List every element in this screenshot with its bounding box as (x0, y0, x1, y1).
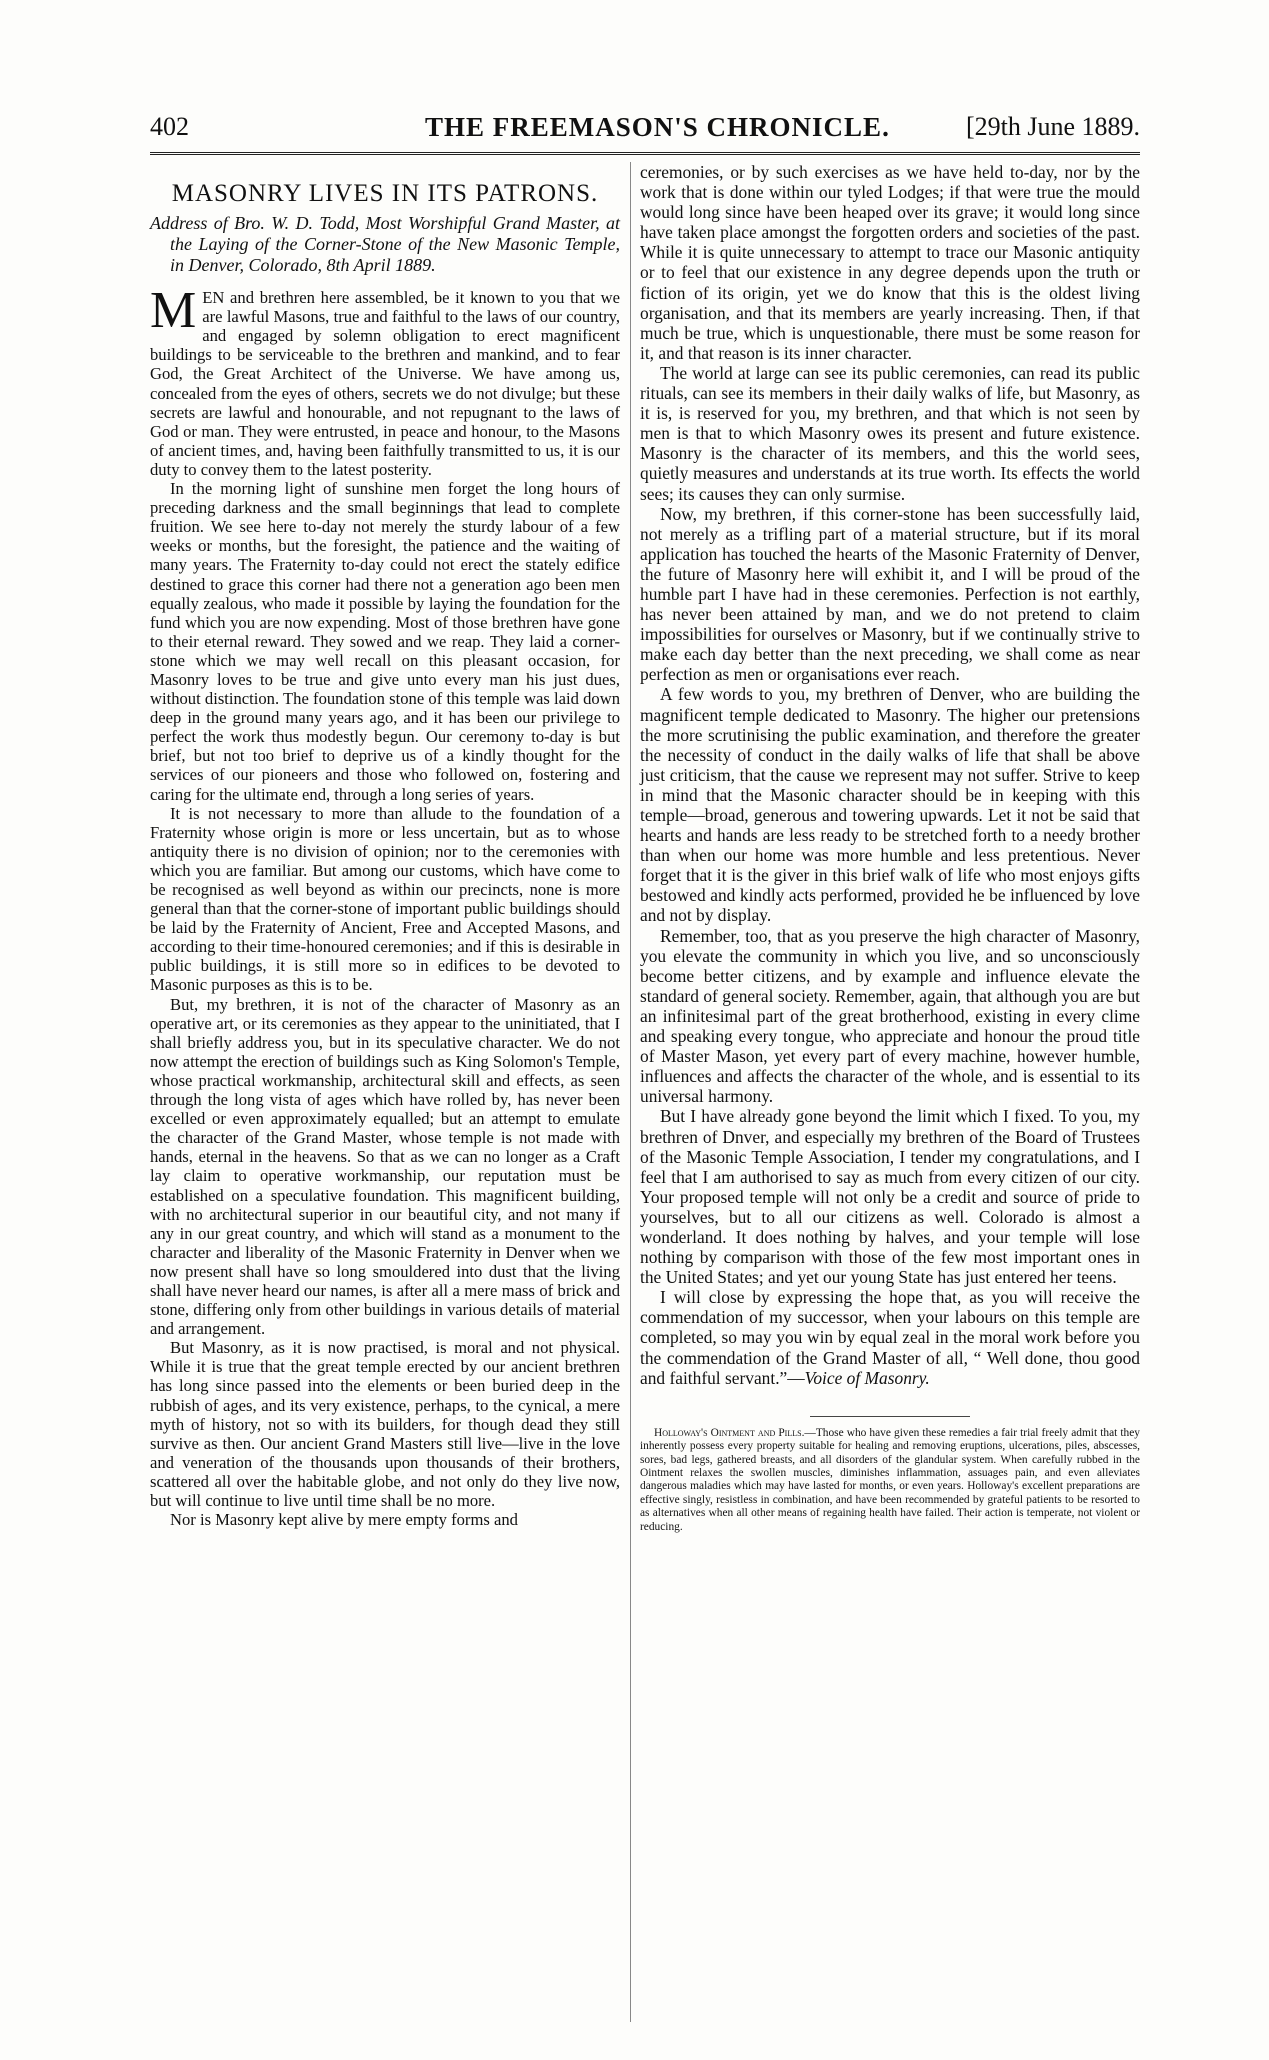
paragraph: But Masonry, as it is now practised, is moral and not physical. While it is true that the great temple erected by our ancient brethren has long since passed into the elements or been buried deep in the rubbish of ages, and its very existence, perhaps, to the cynical, a mere myth of history, not so with its builders, for though dead they still survive as then. Our ancient Grand Masters still live—live in the love and veneration of the thousands upon thousands of their brothers, scattered all over the habitable globe, and not only do they live now, but will continue to live until time shall be no more. (150, 1338, 620, 1510)
article-subtitle: Address of Bro. W. D. Todd, Most Worshipful Grand Master, at the Laying of the Corner-Stone of the New Masonic Temple, in Denver, Colorado, 8th April 1889. (150, 213, 620, 276)
paragraph: In the morning light of sunshine men forget the long hours of preceding darkness and the small beginnings that lead to complete fruition. We see here to-day not merely the sturdy labour of a few weeks or months, but the foresight, the patience and the waiting of many years. The Fraternity to-day could not erect the stately edifice destined to grace this corner had there not a generation ago been men equally zealous, who made it possible by laying the foundation for the fund which you are now expending. Most of those brethren have gone to their eternal reward. They sowed and we reap. They laid a corner-stone which we may well recall on this pleasant occasion, for Masonry loves to be true and give unto every man his just dues, without distinction. The foundation stone of this temple was laid down deep in the ground many years ago, and it has been our privilege to perfect the work thus modestly begun. Our ceremony to-day is but brief, but not too brief to deprive us of a kindly thought for the services of our pioneers and those who followed on, fostering and caring for the ultimate end, through a long series of years. (150, 479, 620, 804)
publication-title: THE FREEMASON'S CHRONICLE. (425, 112, 890, 142)
right-column (640, 162, 1140, 1534)
article-source: Voice of Masonry. (804, 1367, 930, 1388)
paragraph: Nor is Masonry kept alive by mere empty forms and (170, 1510, 518, 1530)
advertisement-notice (640, 1427, 1140, 1534)
issue-date: [29th June 1889. (965, 112, 1140, 141)
paragraph: But, my brethren, it is not of the character of Masonry as an operative art, or its ceremonies as they appear to the uninitiated, that I shall briefly address you, but in its speculative character. We do not now attempt the erection of buildings such as King Solomon's Temple, whose practical workmanship, architectural skill and effects, as seen through the long vista of ages which have rolled by, has never been excelled or even approximately equalled; but an attempt to emulate the character of the Grand Master, whose temple is not made with hands, eternal in the heavens. So that as we can no longer as a Craft lay claim to operative workmanship, our reputation must be established on a speculative foundation. This magnificent building, with no architectural superior in our beautiful city, and not many if any in our great country, and which will stand as a monument to the character and liberality of the Masonic Fraternity in Denver when we now present shall have so long smouldered into dust that the living shall have never heard our names, is after all a mere mass of brick and stone, differing only from other buildings in various details of material and arrangement. (150, 994, 620, 1339)
drop-cap: M (150, 282, 197, 340)
page-header (150, 112, 1140, 148)
paragraph: A few words to you, my brethren of Denver, who are building the magnificent temple dedicated to Masonry. The higher our pretensions the more scrutinising the public examination, and therefore the greater the necessity of conduct in the daily walks of life that shall be above just criticism, that the cause we represent may not suffer. Strive to keep in mind that the Masonic character should be in keeping with this temple—broad, generous and towering upwards. Let it not be said that hearts and hands are less ready to be stretched forth to a needy brother than when our home was more humble and less pretentious. Never forget that it is the giver in this brief walk of life who most enjoys gifts bestowed and kindly acts performed, provided he be influenced by love and not by display. (640, 684, 1140, 926)
paragraph: Now, my brethren, if this corner-stone has been successfully laid, not merely as a trifling part of a material structure, but if its moral application has touched the hearts of the Masonic Fraternity of Denver, the future of Masonry here will exhibit it, and I will be proud of the humble part I have had in these ceremonies. Perfection is not earthly, has never been attained by man, and we do not pretend to claim impossibilities for ourselves or Masonry, but if we continually strive to make each day better than the next preceding, we shall come as near perfection as men or organisations ever reach. (640, 503, 1140, 685)
page-number: 402 (150, 112, 189, 141)
paragraph: It is not necessary to more than allude to the foundation of a Fraternity whose origin is more or less uncertain, but as to whose antiquity there is no division of opinion; nor to the ceremonies with which you are familiar. But among our customs, which have come to be recognised as well beyond as within our precincts, none is more general than that the corner-stone of important public buildings should be laid by the Fraternity of Ancient, Free and Accepted Masons, and according to their time-honoured ceremonies; and if this is desirable in public buildings, it is still more so in edifices to be devoted to Masonic purposes as this is to be. (150, 803, 621, 995)
notice-rule (810, 1416, 970, 1417)
paragraph: Remember, too, that as you preserve the high character of Masonry, you elevate the community in which you live, and so unconsciously become better citizens, and by example and influence elevate the standard of general society. Remember, again, that although you are but an infinitesimal part of the great brotherhood, existing in every clime and speaking every tongue, who appreciate and honour the proud title of Master Mason, yet every part of every machine, however humble, influences and affects the character of the whole, and is essential to its universal harmony. (640, 925, 1140, 1107)
closing-text: I will close by expressing the hope that, as you will receive the commendation of my successor, when your labours on this temple are completed, so may you win by equal zeal in the moral work before you the commendation of the Grand Master of all, “ Well done, thou good and faithful servant.”— (640, 1287, 1140, 1388)
paragraph: But I have already gone beyond the limit which I fixed. To you, my brethren of Dnver, and especially my brethren of the Board of Trustees of the Masonic Temple Association, I tender my congratulations, and I feel that I am authorised to say as much from every citizen of our city. Your proposed temple will not only be a credit and source of pride to yourselves, but to all our citizens as well. Colorado is almost a wonderland. It does nothing by halves, and your temple will lose nothing by comparison with those of the few most important ones in the United States; and yet our young State has just entered her teens. (640, 1106, 1140, 1288)
article-title: MASONRY LIVES IN ITS PATRONS. (171, 180, 599, 207)
opening-paragraph-text: EN and brethren here assembled, be it known to you that we are lawful Masons, true and faithful to the laws of our country, and engaged by solemn obligation to erect magnificent buildings to be serviceable to the brethren and mankind, and to fear God, the Great Architect of the Universe. We have among us, concealed from the eyes of others, secrets we do not divulge; but these secrets are lawful and honourable, and not repugnant to the laws of God or man. They were entrusted, in peace and honour, to the Masons of ancient times, and, having been faithfully transmitted to us, it is our duty to convey them to the latest posterity. (150, 288, 620, 479)
notice-text: —Those who have given these remedies a fair trial freely admit that they inherently possess every property suitable for healing and removing eruptions, ulcerations, piles, abscesses, sores, bad legs, gathered breasts, and all disorders of the glandular system. When carefully rubbed in the Ointment relaxes the swollen muscles, diminishes inflammation, assuages pain, and even alleviates dangerous maladies which may have lasted for months, or even years. Holloway's excellent preparations are effective singly, resistless in combination, and have been recommended by grateful patients to be resorted to as alternatives when all other means of regaining health have failed. Their action is temperate, not violent or reducing. (640, 1426, 1140, 1533)
closing-paragraph (640, 1287, 1140, 1387)
paragraph: The world at large can see its public ceremonies, can read its public rituals, can see its members in their daily walks of life, but Masonry, as it is, is reserved for you, my brethren, and that which is not seen by men is that to which Masonry owes its present and future existence. Masonry is the character of its members, and this the world sees, quietly measures and understands at its true worth. Its effects the world sees; its causes they can only surmise. (640, 362, 1140, 504)
notice-lead: Holloway's Ointment and Pills. (654, 1426, 805, 1439)
opening-paragraph (150, 282, 620, 479)
column-divider (630, 162, 631, 2022)
header-rule (150, 152, 1140, 155)
left-column (150, 162, 620, 1529)
paragraph-continued: ceremonies, or by such exercises as we have held to-day, nor by the work that is done within our tyled Lodges; if that were true the mould would long since have been heaped over its grave; it would long since have taken place amongst the forgotten orders and societies of the past. While it is quite unnecessary to attempt to trace our Masonic antiquity or to feel that our existence in any degree depends upon the truth or fiction of its origin, yet we do know that this is the oldest living organisation, and that its members are yearly increasing. Then, if that much be true, which is unquestionable, there must be some reason for it, and that reason is its inner character. (640, 162, 1140, 363)
